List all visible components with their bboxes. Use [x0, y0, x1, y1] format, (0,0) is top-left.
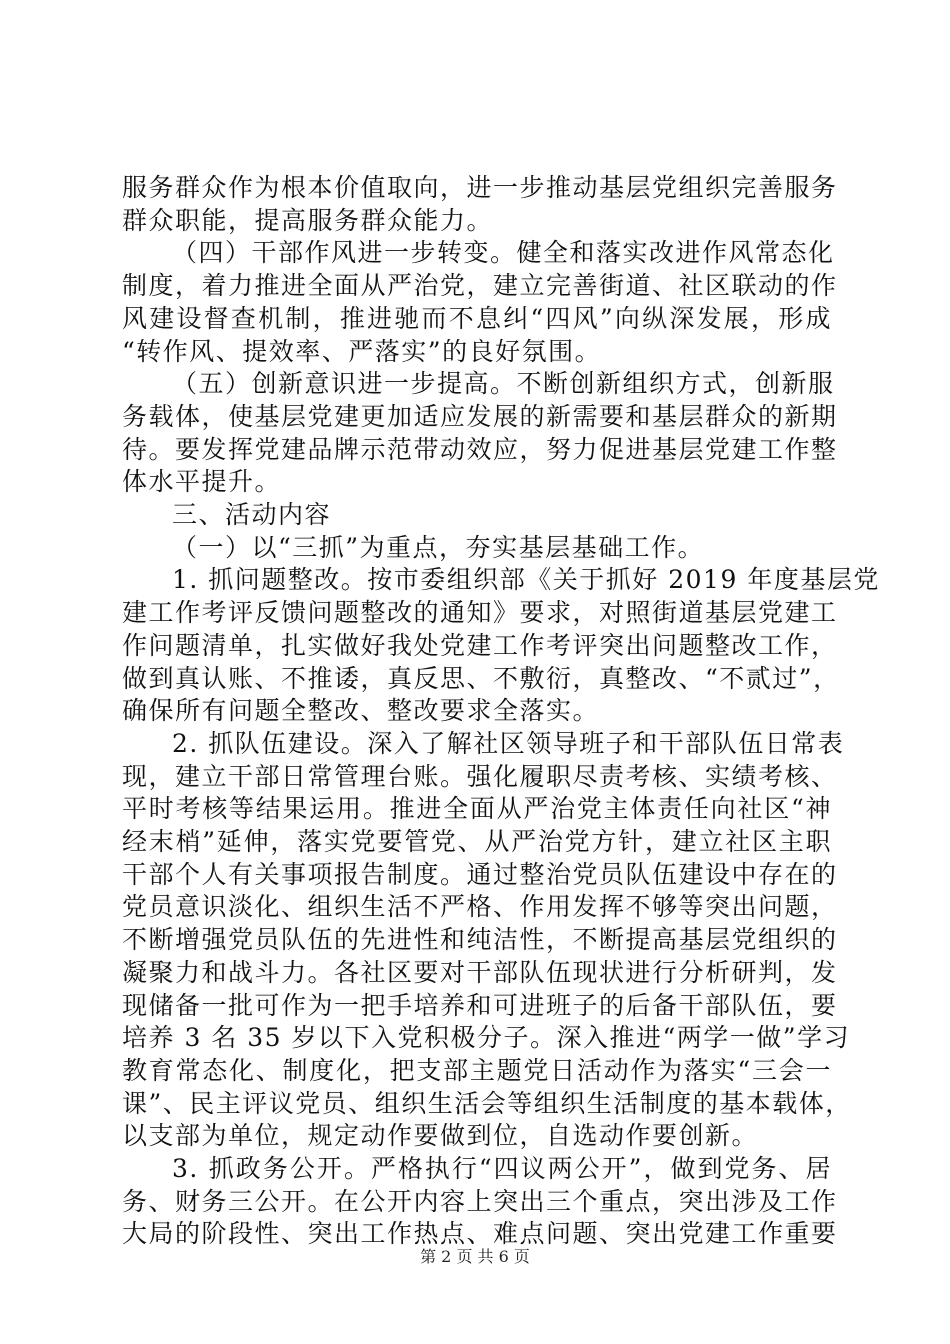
- text-line: 教育常态化、制度化，把支部主题党日活动作为落实“三会一: [122, 1055, 832, 1085]
- text-line: 务、财务三公开。在公开内容上突出三个重点，突出涉及工作: [122, 1186, 838, 1216]
- text-line: 大局的阶段性、突出工作热点、难点问题、突出党建工作重要: [122, 1219, 838, 1249]
- text-line: 凝聚力和战斗力。各社区要对干部队伍现状进行分析研判，发: [122, 957, 838, 987]
- text-line: 不断增强党员队伍的先进性和纯洁性，不断提高基层党组织的: [122, 925, 838, 955]
- text-line: 三、活动内容: [172, 500, 332, 529]
- text-line: “转作风、提效率、严落实”的良好氛围。: [122, 336, 602, 366]
- text-line: 经末梢”延伸，落实党要管党、从严治党方针，建立社区主职: [122, 827, 832, 856]
- text-line: 1. 抓问题整改。按市委组织部《关于抓好 2019 年度基层党: [172, 565, 880, 595]
- page-footer: 第 2 页 共 6 页: [420, 1247, 530, 1266]
- text-line: 待。要发挥党建品牌示范带动效应，努力促进基层党建工作整: [122, 434, 838, 464]
- text-line: 现储备一批可作为一把手培养和可进班子的后备干部队伍，要: [122, 990, 838, 1020]
- text-line: 党员意识淡化、组织生活不严格、作用发挥不够等突出问题，: [122, 892, 838, 922]
- text-line: 干部个人有关事项报告制度。通过整治党员队伍建设中存在的: [122, 859, 838, 889]
- text-line: 风建设督查机制，推进驰而不息纠“四风”向纵深发展，形成: [122, 303, 832, 333]
- text-line: （一）以“三抓”为重点，夯实基层基础工作。: [172, 532, 705, 562]
- text-line: 课”、民主评议党员、组织生活会等组织生活制度的基本载体，: [122, 1088, 852, 1118]
- text-line: 群众职能，提高服务群众能力。: [122, 205, 494, 235]
- text-line: （四）干部作风进一步转变。健全和落实改进作风常态化: [172, 238, 835, 268]
- text-line: 体水平提升。: [122, 467, 282, 497]
- text-line: 3. 抓政务公开。严格执行“四议两公开”，做到党务、居: [172, 1154, 832, 1183]
- text-line: 制度，着力推进全面从严治党，建立完善街道、社区联动的作: [122, 271, 838, 301]
- text-line: 务载体，使基层党建更加适应发展的新需要和基层群众的新期: [122, 401, 838, 431]
- text-line: 建工作考评反馈问题整改的通知》要求，对照街道基层党建工: [122, 598, 838, 628]
- text-line: 平时考核等结果运用。推进全面从严治党主体责任向社区“神: [122, 794, 832, 824]
- text-line: 以支部为单位，规定动作要做到位，自选动作要创新。: [122, 1121, 759, 1151]
- text-line: 培养 3 名 35 岁以下入党积极分子。深入推进“两学一做”学习: [122, 1023, 851, 1053]
- text-line: 作问题清单，扎实做好我处党建工作考评突出问题整改工作，: [122, 630, 838, 660]
- text-line: 做到真认账、不推诿，真反思、不敷衍，真整改、“不贰过”，: [122, 663, 840, 693]
- text-line: 确保所有问题全整改、整改要求全落实。: [122, 696, 600, 726]
- text-line: （五）创新意识进一步提高。不断创新组织方式，创新服: [172, 369, 835, 399]
- text-line: 服务群众作为根本价值取向，进一步推动基层党组织完善服务: [122, 173, 838, 202]
- text-line: 现，建立干部日常管理台账。强化履职尽责考核、实绩考核、: [122, 761, 838, 791]
- text-line: 2. 抓队伍建设。深入了解社区领导班子和干部队伍日常表: [172, 728, 845, 758]
